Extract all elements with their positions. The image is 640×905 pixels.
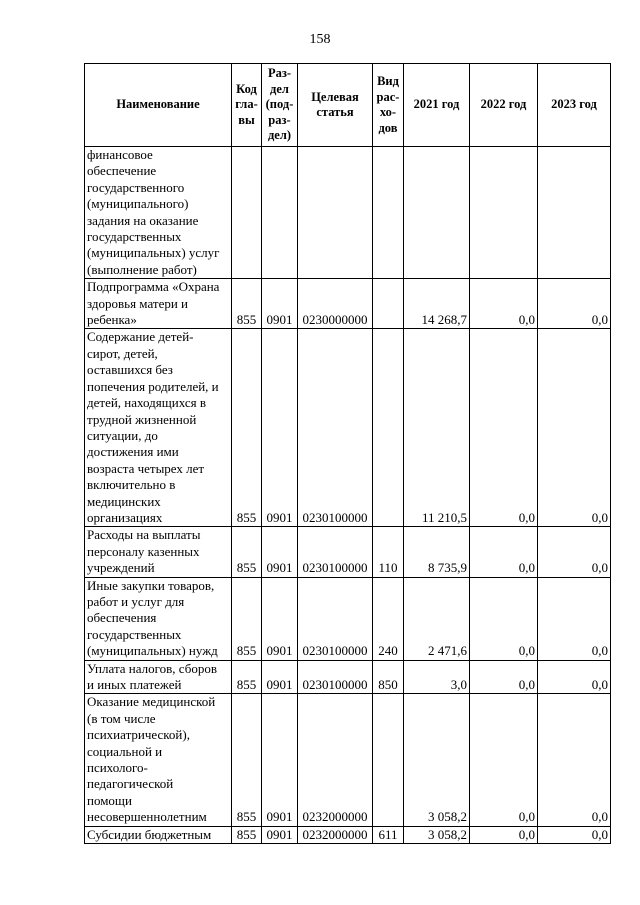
row-name-line: оставшихся без bbox=[87, 362, 173, 378]
budget-table bbox=[84, 63, 611, 844]
amount-2022-cell: 0,0 bbox=[470, 660, 538, 694]
header-section bbox=[262, 64, 298, 147]
row-name-cell bbox=[85, 577, 232, 660]
table-row bbox=[85, 660, 611, 694]
row-name-line: (муниципального) bbox=[87, 196, 189, 212]
section-cell: 0901 bbox=[262, 577, 298, 660]
row-name-line: (выполнение работ) bbox=[87, 261, 197, 277]
amount-2021-cell: 3 058,2 bbox=[404, 694, 470, 826]
row-name-line: здоровья матери и bbox=[87, 295, 188, 311]
target-article-cell: 0230000000 bbox=[298, 279, 373, 329]
section-cell: 0901 bbox=[262, 527, 298, 577]
section-cell: 0901 bbox=[262, 694, 298, 826]
target-article-cell: 0232000000 bbox=[298, 826, 373, 843]
row-name-line: ребенка» bbox=[87, 312, 137, 328]
header-expense-line: рас- bbox=[376, 89, 400, 104]
expense-type-cell: 611 bbox=[373, 826, 404, 843]
row-name-line: учреждений bbox=[87, 560, 155, 576]
header-chapter-line: гла- bbox=[235, 97, 258, 112]
amount-2021-cell: 8 735,9 bbox=[404, 527, 470, 577]
amount-2023-cell: 0,0 bbox=[538, 329, 611, 527]
row-name-line: помощи bbox=[87, 792, 132, 808]
amount-2023-cell: 0,0 bbox=[538, 279, 611, 329]
table-body bbox=[85, 147, 611, 844]
header-2022: 2022 год bbox=[470, 64, 538, 147]
header-section-line: (под- bbox=[265, 97, 294, 112]
amount-2022-cell bbox=[470, 147, 538, 279]
target-article-cell: 0230100000 bbox=[298, 660, 373, 694]
header-2021: 2021 год bbox=[404, 64, 470, 147]
row-name-line: обеспечения bbox=[87, 610, 157, 626]
amount-2021-cell bbox=[404, 147, 470, 279]
header-section-line: дел bbox=[270, 81, 289, 96]
row-name-line: финансовое bbox=[87, 147, 153, 162]
amount-2022-cell: 0,0 bbox=[470, 694, 538, 826]
row-name-line: психолого- bbox=[87, 760, 148, 776]
amount-2022-cell: 0,0 bbox=[470, 329, 538, 527]
amount-2021-cell: 3 058,2 bbox=[404, 826, 470, 843]
amount-2022-cell: 0,0 bbox=[470, 527, 538, 577]
expense-type-cell bbox=[373, 694, 404, 826]
expense-type-cell: 850 bbox=[373, 660, 404, 694]
header-2023: 2023 год bbox=[538, 64, 611, 147]
row-name-line: Содержание детей- bbox=[87, 329, 194, 345]
row-name-line: попечения родителей, и bbox=[87, 378, 219, 394]
target-article-cell: 0230100000 bbox=[298, 329, 373, 527]
row-name-line: (муниципальных) услуг bbox=[87, 245, 220, 261]
row-name-line: Иные закупки товаров, bbox=[87, 577, 215, 593]
table-row bbox=[85, 329, 611, 527]
expense-type-cell bbox=[373, 279, 404, 329]
amount-2023-cell bbox=[538, 147, 611, 279]
section-cell bbox=[262, 147, 298, 279]
header-chapter-line: Код bbox=[236, 81, 257, 96]
table-row bbox=[85, 279, 611, 329]
target-article-cell: 0232000000 bbox=[298, 694, 373, 826]
header-target-line: Целевая bbox=[311, 89, 359, 104]
expense-type-cell: 110 bbox=[373, 527, 404, 577]
row-name-line: детей, находящихся в bbox=[87, 395, 206, 411]
row-name-line: Субсидии бюджетным bbox=[87, 826, 212, 842]
row-name-cell bbox=[85, 527, 232, 577]
chapter-code-cell: 855 bbox=[232, 660, 262, 694]
row-name-line: Оказание медицинской bbox=[87, 694, 216, 710]
row-name-cell bbox=[85, 147, 232, 279]
row-name-line: Подпрограмма «Охрана bbox=[87, 279, 220, 295]
header-expense-line: хо- bbox=[379, 105, 397, 119]
target-article-cell: 0230100000 bbox=[298, 527, 373, 577]
header-chapter-code bbox=[232, 64, 262, 147]
amount-2023-cell: 0,0 bbox=[538, 660, 611, 694]
row-name-cell bbox=[85, 279, 232, 329]
row-name-line: медицинских bbox=[87, 493, 161, 509]
chapter-code-cell: 855 bbox=[232, 826, 262, 843]
row-name-cell bbox=[85, 660, 232, 694]
row-name-line: Уплата налогов, сборов bbox=[87, 660, 217, 676]
row-name-line: персоналу казенных bbox=[87, 543, 200, 559]
row-name-cell bbox=[85, 826, 232, 843]
amount-2023-cell: 0,0 bbox=[538, 694, 611, 826]
expense-type-cell: 240 bbox=[373, 577, 404, 660]
chapter-code-cell: 855 bbox=[232, 694, 262, 826]
amount-2023-cell: 0,0 bbox=[538, 527, 611, 577]
header-expense-line: дов bbox=[378, 120, 398, 135]
row-name-line: и иных платежей bbox=[87, 677, 182, 692]
amount-2021-cell: 3,0 bbox=[404, 660, 470, 694]
section-cell: 0901 bbox=[262, 660, 298, 694]
row-name-line: достижения ими bbox=[87, 444, 179, 460]
header-chapter-line: вы bbox=[238, 112, 255, 127]
amount-2023-cell: 0,0 bbox=[538, 826, 611, 843]
table-row bbox=[85, 577, 611, 660]
row-name-line: обеспечение bbox=[87, 163, 157, 179]
table-row bbox=[85, 694, 611, 826]
table-row bbox=[85, 826, 611, 843]
row-name-line: государственных bbox=[87, 626, 182, 642]
header-section-line: Раз- bbox=[267, 66, 292, 81]
header-name: Наименование bbox=[85, 64, 232, 147]
chapter-code-cell: 855 bbox=[232, 527, 262, 577]
table-row bbox=[85, 527, 611, 577]
header-expense-line: Вид bbox=[377, 74, 399, 88]
page-number: 158 bbox=[309, 32, 331, 47]
section-cell: 0901 bbox=[262, 279, 298, 329]
row-name-line: несовершеннолетним bbox=[87, 809, 207, 825]
chapter-code-cell: 855 bbox=[232, 279, 262, 329]
row-name-line: (муниципальных) нужд bbox=[87, 643, 218, 659]
row-name-line: сирот, детей, bbox=[87, 345, 158, 361]
target-article-cell bbox=[298, 147, 373, 279]
amount-2021-cell: 14 268,7 bbox=[404, 279, 470, 329]
target-article-cell: 0230100000 bbox=[298, 577, 373, 660]
row-name-line: педагогической bbox=[87, 776, 174, 792]
row-name-line: социальной и bbox=[87, 743, 163, 759]
section-cell: 0901 bbox=[262, 826, 298, 843]
amount-2022-cell: 0,0 bbox=[470, 577, 538, 660]
table-row bbox=[85, 147, 611, 279]
row-name-line: ситуации, до bbox=[87, 427, 158, 443]
header-target-article bbox=[298, 64, 373, 147]
header-expense-type bbox=[373, 64, 404, 147]
row-name-line: трудной жизненной bbox=[87, 411, 197, 427]
header-target-line: статья bbox=[316, 105, 354, 119]
header-section-line: раз- bbox=[268, 112, 291, 127]
row-name-line: организациях bbox=[87, 509, 163, 525]
header-row bbox=[85, 64, 611, 147]
row-name-line: Расходы на выплаты bbox=[87, 527, 201, 543]
section-cell: 0901 bbox=[262, 329, 298, 527]
amount-2021-cell: 2 471,6 bbox=[404, 577, 470, 660]
row-name-line: возраста четырех лет bbox=[87, 460, 205, 476]
row-name-line: (в том числе bbox=[87, 710, 156, 726]
row-name-line: государственных bbox=[87, 229, 182, 245]
row-name-line: задания на оказание bbox=[87, 212, 199, 228]
chapter-code-cell: 855 bbox=[232, 577, 262, 660]
amount-2021-cell: 11 210,5 bbox=[404, 329, 470, 527]
row-name-line: работ и услуг для bbox=[87, 593, 185, 609]
chapter-code-cell: 855 bbox=[232, 329, 262, 527]
row-name-line: государственного bbox=[87, 179, 185, 195]
header-section-line: дел) bbox=[267, 128, 292, 143]
chapter-code-cell bbox=[232, 147, 262, 279]
amount-2023-cell: 0,0 bbox=[538, 577, 611, 660]
row-name-line: психиатрической), bbox=[87, 727, 190, 743]
amount-2022-cell: 0,0 bbox=[470, 279, 538, 329]
row-name-line: включительно в bbox=[87, 477, 176, 493]
expense-type-cell bbox=[373, 147, 404, 279]
row-name-cell bbox=[85, 329, 232, 527]
amount-2022-cell: 0,0 bbox=[470, 826, 538, 843]
expense-type-cell bbox=[373, 329, 404, 527]
row-name-cell bbox=[85, 694, 232, 826]
